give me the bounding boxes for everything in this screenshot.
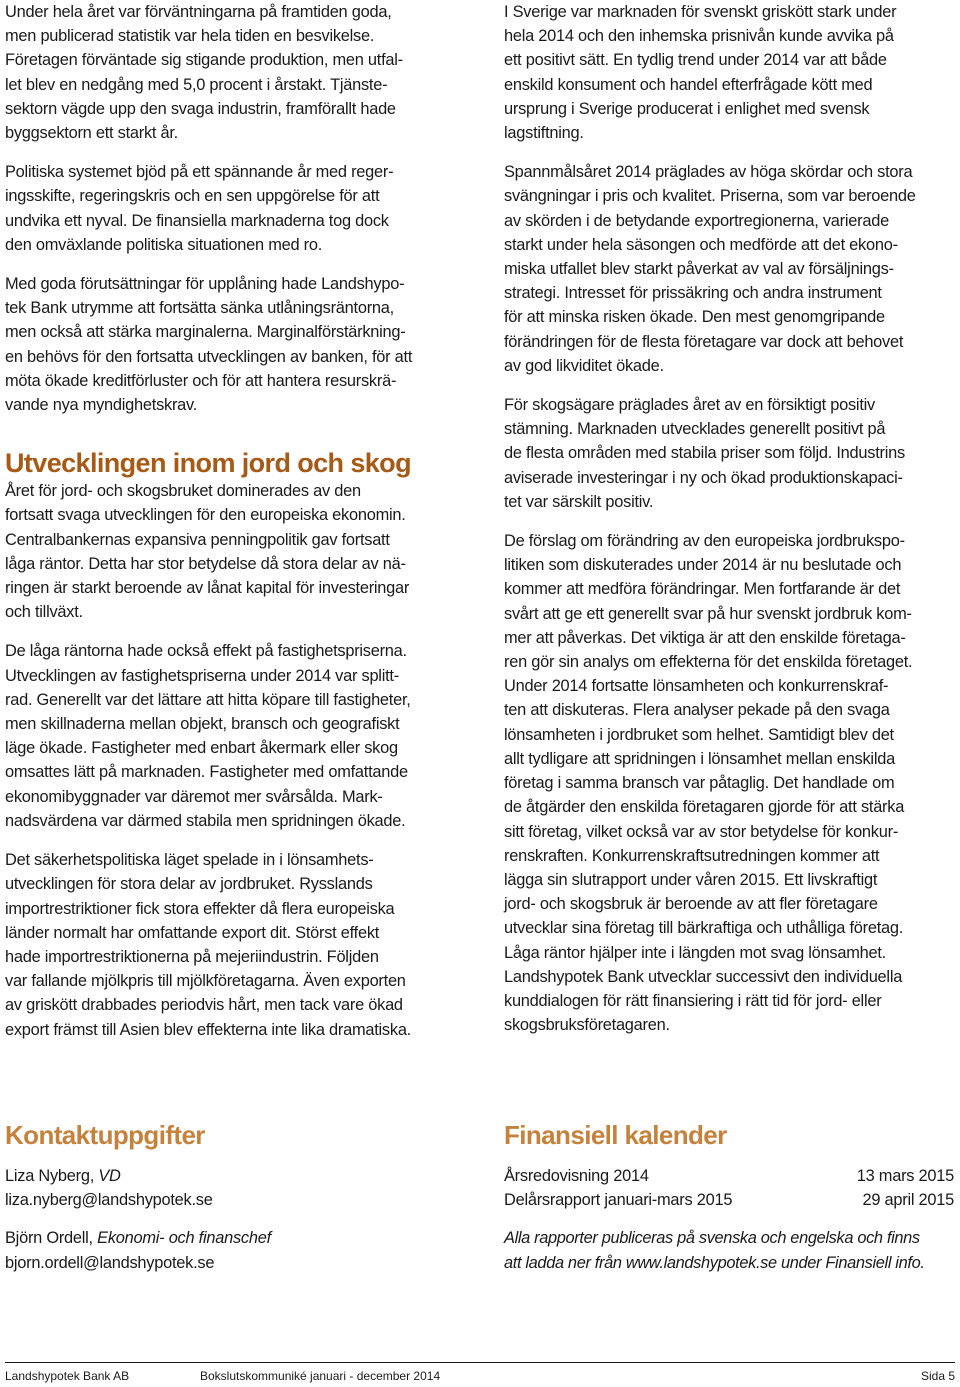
left-column — [5, 0, 457, 1057]
calendar-box — [504, 1118, 954, 1275]
contact-role: Ekonomi- och finanschef — [97, 1229, 271, 1248]
paragraph-grain-year: Spannmålsåret 2014 präglades av höga skördar och stora svängningar i pris och kvalitet. Priserna, som var beroende av skörden i de betydande exportregionerna, varierade starkt under hela säsongen och medförde att det ekono- miska utfallet blev starkt påverkat av val av försäljnings- strategi. Intresset för prissäkring och andra instrument för att minska risken ökade. Den mest genomgripande förändringen för de flesta företagare var dock att behovet av god likviditet ökade. — [504, 163, 916, 375]
paragraph-property-prices: De låga räntorna hade också effekt på fastighetspriserna. Utvecklingen av fastighetspriserna under 2014 var splitt- rad. Generellt var det lättare att hitta köpare till fastigheter, men skillnaderna mellan objekt, bransch och geografiskt läge ökade. Fastigheter med enbart åkermark eller skog omsattes lätt på marknaden. Fastigheter med omfattande ekonomibyggnader var däremot mer svårsålda. Mark- nadsvärdena var därmed stabila men spridningen ökade. — [5, 642, 411, 830]
paragraph-outlook: Under hela året var förväntningarna på framtiden goda, men publicerad statistik var hela tiden en besvikelse. Företagen förväntade sig stigande produktion, men utfal- let blev en nedgång med 5,0 procent i årstakt. Tjänste- sektorn vägde upp den svaga industrin, framförallt hade byggsektorn ett starkt år. — [5, 3, 403, 143]
calendar-note: Alla rapporter publiceras på svenska och engelska och finns att ladda ner från www.landshypotek.se under Finansiell info. — [504, 1229, 925, 1272]
contact-email-link[interactable]: bjorn.ordell@landshypotek.se — [5, 1253, 215, 1272]
contact-name: Björn Ordell, — [5, 1229, 98, 1248]
calendar-date: 13 mars 2015 — [856, 1167, 954, 1185]
contact-role: VD — [98, 1167, 121, 1185]
paragraph-politics: Politiska systemet bjöd på ett spännande år med reger- ingsskifte, regeringskris och en sen uppgörelse för att undvika ett nyval. De finansiella marknaderna tog dock den omväxlande politiska situationen med ro. — [5, 163, 394, 254]
paragraph-funding: Med goda förutsättningar för upplåning hade Landshypo- tek Bank utrymme att fortsätta sänka utlåningsräntorna, men också att stärka marginalerna. Marginalförstärkning- en behövs för den fortsatta utvecklingen av banken, för att möta ökade kreditförluster och för att hantera resurskrä- vande nya myndighetskrav. — [5, 275, 413, 415]
contacts-box — [5, 1118, 445, 1275]
contact-person-2 — [5, 1226, 445, 1250]
calendar-event: Årsredovisning 2014 — [504, 1167, 649, 1185]
section-heading: Utvecklingen inom jord och skog — [5, 448, 411, 479]
paragraph-forestry: För skogsägare präglades året av en försiktigt positiv stämning. Marknaden utvecklades generellt positivt på de flesta områden med stabila priser som följd. Industrins aviserade investeringar i ny och ökad produktionskapaci- tet var särskilt positiv. — [504, 396, 905, 511]
footer-report-title: Bokslutskommuniké januari - december 2014 — [200, 1369, 441, 1383]
paragraph-agriculture-year: Året för jord- och skogsbruket dominerades av den fortsatt svaga utvecklingen för den europeiska ekonomin. Centralbankernas expansiva penningpolitik gav fortsatt låga räntor. Detta har stor betydelse då stora delar av nä- ringen är starkt beroende av lånat kapital för investeringar och tillväxt. — [5, 482, 410, 622]
footer-company: Landshypotek Bank AB — [5, 1369, 130, 1383]
right-column — [504, 0, 956, 1052]
page-footer — [5, 1362, 955, 1383]
contact-person-1 — [5, 1164, 445, 1188]
paragraph-security-policy: Det säkerhetspolitiska läget spelade in i lönsamhets- utvecklingen för stora delar av jordbruket. Rysslands importrestriktioner fick stora effekter då flera europeiska länder normalt har omfattande export dit. Störst effekt hade importrestriktionerna på mejeriindustrin. Följden var fallande mjölkpris till mjölkföretagarna. Även exporten av griskött drabbades periodvis hårt, men tack vare ökad export främst till Asien blev effekterna inte lika dramatiska. — [5, 851, 411, 1039]
contacts-title: Kontaktuppgifter — [5, 1120, 205, 1150]
calendar-title: Finansiell kalender — [504, 1120, 727, 1150]
contact-name: Liza Nyberg, — [5, 1167, 99, 1185]
contact-email-link[interactable]: liza.nyberg@landshypotek.se — [5, 1191, 213, 1210]
paragraph-pork-market: I Sverige var marknaden för svenskt griskött stark under hela 2014 och den inhemska prisnivån kunde avvika på ett positivt sätt. En tydlig trend under 2014 var att både enskild konsument och handel efterfrågade kött med ursprung i Sverige producerat i enlighet med svensk lagstiftning. — [504, 3, 897, 143]
footer-page-number: Sida 5 — [920, 1369, 955, 1383]
calendar-event: Delårsrapport januari-mars 2015 — [504, 1191, 733, 1210]
calendar-row — [504, 1188, 954, 1212]
calendar-date: 29 april 2015 — [862, 1191, 954, 1210]
paragraph-eu-policy: De förslag om förändring av den europeiska jordbrukspo- litiken som diskuterades under 2014 är nu beslutade och kommer att medföra förändringar. Men fortfarande är det svårt att ge ett generellt svar på hur svenskt jordbruk kom- mer att påverkas. Det viktiga är att den enskilde företaga- ren gör sin analys om effekterna för det enskilda företaget. Under 2014 fortsatte lönsamheten och konkurrenskraf- ten att diskuteras. Flera analyser pekade på den svaga lönsamheten i jordbruket som helhet. Samtidigt blev det allt tydligare att spridningen i lönsamhet mellan enskilda företag i samma bransch var påtaglig. Det handlade om de åtgärder den enskilda företagaren gjorde för att stärka sitt företag, vilket också var av stor betydelse för konkur- renskraften. Konkurrenskraftsutredningen kommer att lägga sin slutrapport under våren 2015. Ett livskraftigt jord- och skogsbruk är beroende av att fler företagare utvecklar sina företag till bärkraftiga och uthålliga företag. Låga räntor hjälper inte i längden mot svag lönsamhet. Landshypotek Bank utvecklar successivt den individuella kunddialogen för rätt finansiering i rätt tid för jord- eller skogsbruksföretagaren. — [504, 532, 913, 1035]
calendar-row — [504, 1164, 954, 1188]
